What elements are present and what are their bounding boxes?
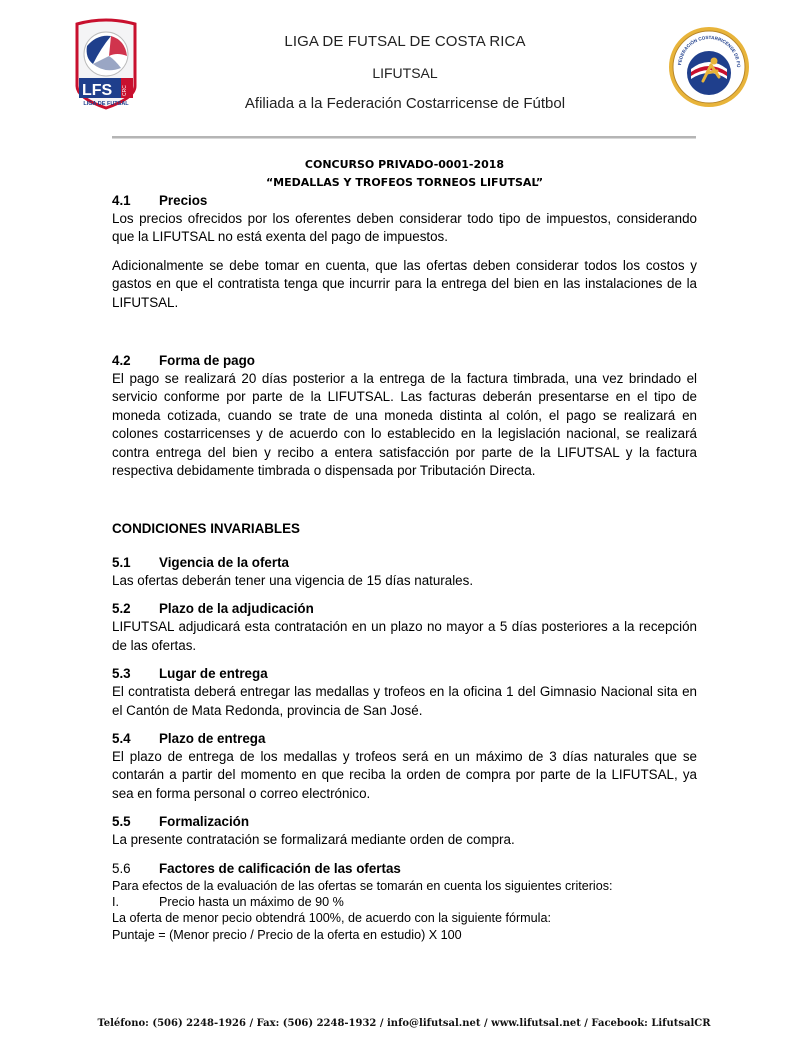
- section-heading-4-1: [112, 192, 697, 210]
- section-title: Precios: [159, 193, 208, 208]
- document-body: [112, 156, 697, 943]
- section-number: 4.1: [112, 193, 131, 208]
- section-title: Factores de calificación de las ofertas: [159, 860, 401, 876]
- section-paragraph: Las ofertas deberán tener una vigencia de 15 días naturales.: [112, 572, 474, 588]
- section-heading-5-4: [112, 730, 697, 748]
- section-paragraph: Adicionalmente se debe tomar en cuenta, que las ofertas deben considerar todos los costos y gastos en que el contratista tenga que incurrir para la entrega del bien en las instalaciones de la LIFUTSAL.: [112, 257, 697, 310]
- svg-text:LIGA DE FUTSAL: LIGA DE FUTSAL: [83, 101, 129, 107]
- contact-footer: Teléfono: (506) 2248-1926 / Fax: (506) 2248-1932 / info@lifutsal.net / www.lifutsal.net / Facebook: LifutsalCR: [97, 1018, 711, 1029]
- contest-code: CONCURSO PRIVADO-0001-2018: [304, 158, 505, 171]
- svg-text:FEDERACIÓN COSTARRICENSE DE FÚ: FEDERACIÓN COSTARRICENSE DE FÚ: [677, 34, 742, 68]
- section-title: Plazo de la adjudicación: [159, 601, 314, 617]
- criteria-item-text: Precio hasta un máximo de 90 %: [159, 894, 344, 909]
- section-number: 5.3: [112, 666, 131, 682]
- section-number: 5.6: [112, 860, 131, 876]
- section-paragraph: El contratista deberá entregar las medallas y trofeos en la oficina 1 del Gimnasio Nacional sita en el Cantón de Mata Redonda, provincia de San José.: [112, 684, 697, 718]
- svg-text:LFS: LFS: [82, 82, 113, 99]
- section-number: 5.4: [112, 730, 131, 746]
- section-paragraph: El pago se realizará 20 días posterior a la entrega de la factura timbrada, una vez brindado el servicio conforme por parte de la LIFUTSAL. Las facturas deberán presentarse en el tipo de moneda cotizada, cuando se trate de una moneda distinta al colón, el pago se realizará en colones costarricenses y de acuerdo con lo establecido en la legislación nacional, se realizará contra entrega del bien y recibo a entera satisfacción por parte de la LIFUTSAL y la factura respectiva debidamente timbrada o dispensada por Tributación Directa.: [112, 371, 697, 479]
- section-heading-5-3: [112, 665, 697, 683]
- section-number: 4.2: [112, 353, 131, 369]
- header-league-name: LIGA DE FUTSAL DE COSTA RICA: [284, 33, 526, 50]
- criteria-note: La oferta de menor pecio obtendrá 100%, de acuerdo con la siguiente fórmula:: [112, 911, 551, 926]
- section-title: Forma de pago: [159, 353, 255, 369]
- svg-text:CRC: CRC: [122, 85, 128, 96]
- section-heading-4-2: [112, 352, 697, 370]
- header-short-name: LIFUTSAL: [372, 65, 438, 81]
- header-divider: [112, 136, 696, 139]
- section-paragraph: LIFUTSAL adjudicará esta contratación en un plazo no mayor a 5 días posteriores a la recepción de las ofertas.: [112, 619, 697, 653]
- section-heading-5-5: [112, 813, 697, 831]
- criteria-item: [112, 894, 697, 910]
- section-heading-5-1: [112, 554, 697, 572]
- section-paragraph: El plazo de entrega de los medallas y trofeos será en un máximo de 3 días naturales que se contarán a partir del momento en que reciba la orden de compra por parte de la LIFUTSAL, ya sea en forma personal o correo electrónico.: [112, 748, 697, 801]
- section-number: 5.1: [112, 554, 131, 570]
- section-heading-5-6: [112, 860, 697, 878]
- score-formula: Puntaje = (Menor precio / Precio de la oferta en estudio) X 100: [112, 927, 462, 942]
- section-title: Vigencia de la oferta: [159, 554, 289, 570]
- section-number: 5.5: [112, 814, 131, 830]
- section-paragraph: La presente contratación se formalizará mediante orden de compra.: [112, 832, 515, 848]
- lfs-logo: [71, 16, 141, 112]
- header-affiliation: Afiliada a la Federación Costarricense de Fútbol: [244, 95, 566, 112]
- section-number: 5.2: [112, 601, 131, 617]
- criteria-item-number: I.: [112, 894, 119, 909]
- contest-title: “MEDALLAS Y TROFEOS TORNEOS LIFUTSAL”: [265, 176, 544, 189]
- section-heading-5-2: [112, 600, 697, 618]
- criteria-intro: Para efectos de la evaluación de las ofertas se tomarán en cuenta los siguientes criterios:: [112, 878, 613, 893]
- fedefutbol-seal: [667, 25, 751, 109]
- section-title: Formalización: [159, 814, 250, 830]
- section-paragraph: Los precios ofrecidos por los oferentes deben considerar todo tipo de impuestos, considerando que la LIFUTSAL no está exenta del pago de impuestos.: [112, 211, 697, 245]
- section-title: Lugar de entrega: [159, 666, 268, 682]
- conditions-heading: CONDICIONES INVARIABLES: [112, 521, 300, 537]
- section-title: Plazo de entrega: [159, 730, 266, 746]
